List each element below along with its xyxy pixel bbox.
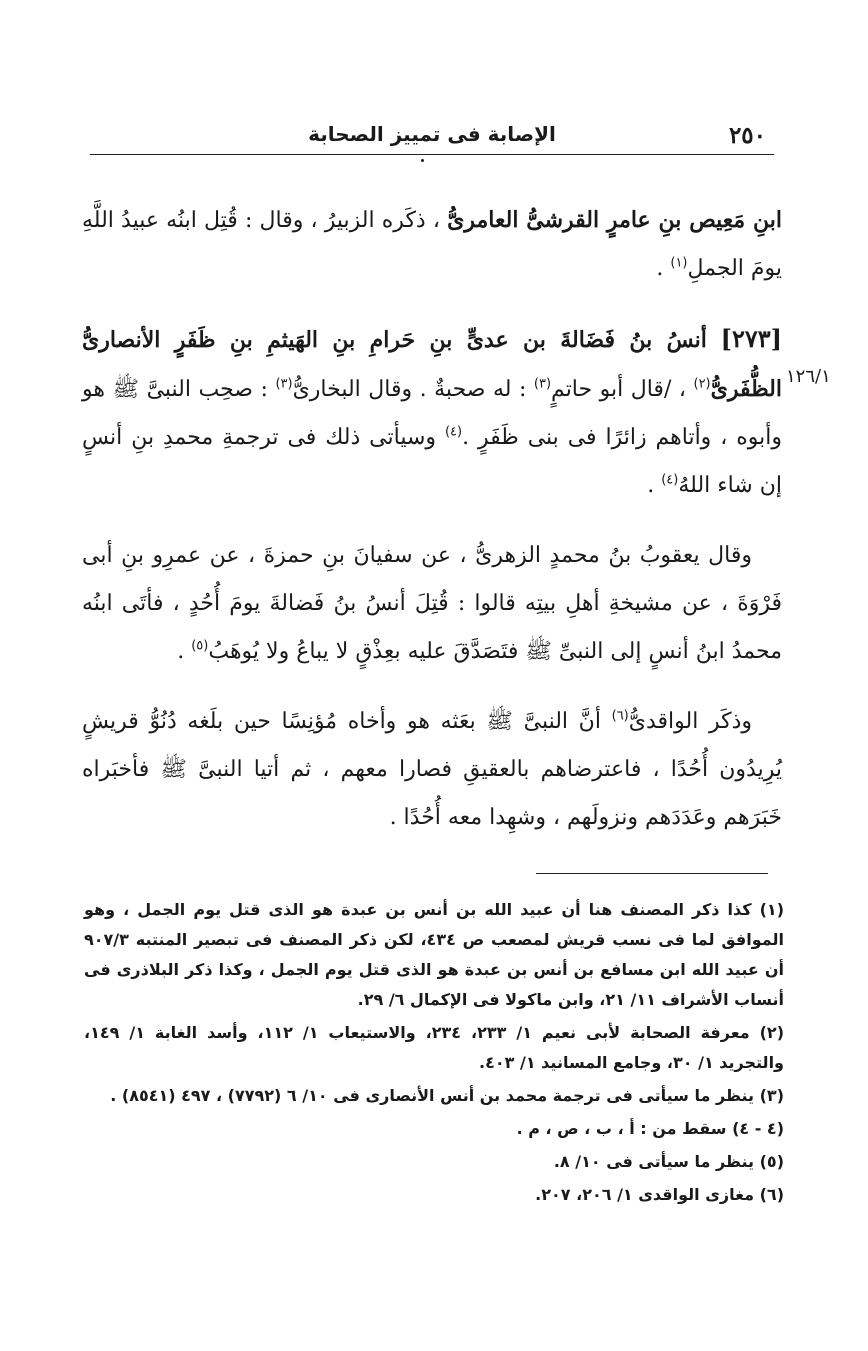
paragraph-yaqub-end: . bbox=[177, 639, 185, 664]
entry-end: . bbox=[647, 473, 655, 498]
entry-273 bbox=[82, 315, 782, 510]
entry-text-4: وسيأتى ذلك فى ترجمةِ محمدِ بنِ أنسٍ إن شاء اللهُ bbox=[82, 425, 782, 498]
paragraph-waqidi-text-2: أنَّ النبىَّ ﷺ بعَثه هو وأخاه مُؤنِسًا حين بلَغه دُنُوُّ قريشٍ يُرِيدُون أُحُدًا ، فاعترضاهم بالعقيقِ فصارا معهم ، ثم أتيا النبىَّ ﷺ فأخبَراه خَبَرَهم وعَدَدَهم ونزولَهم ، وشهِدا معه أُحُدًا . bbox=[82, 709, 782, 830]
paragraph-yaqub-text: وقال يعقوبُ بنُ محمدٍ الزهرىُّ ، عن سفيانَ بنِ حمزةَ ، عن عمرِو بنِ أبى فَرْوَةَ ، عن مشيخةِ أهلِ بيتِه قالوا : قُتِلَ أنسُ بنُ فَضالةَ يومَ أُحُدٍ ، فأتَى ابنُه محمدُ ابنُ أنسٍ إلى النبىِّ ﷺ فتَصَدَّقَ عليه بعِذْقٍ لا يباعُ ولا يُوهَبُ bbox=[82, 543, 782, 664]
margin-manuscript-reference: ١٢٦/١ bbox=[786, 366, 831, 387]
footnote-ref-3b: (٣) bbox=[275, 376, 293, 392]
entry-title: أنسُ بنُ فَضَالةَ بن عدىٍّ بنِ حَرامِ بنِ الهَيثمِ بنِ ظَفَرٍ الأنصارىُّ الظُّفَرىُّ bbox=[82, 327, 782, 402]
running-title: الإصابة فى تمييز الصحابة bbox=[308, 122, 556, 146]
footnote-ref-4-open: (٤) bbox=[444, 424, 463, 440]
footnote-ref-3: (٣) bbox=[533, 376, 552, 392]
continuation-end: . bbox=[656, 256, 664, 281]
entry-text-3: : صحِب النبىَّ ﷺ هو وأبوه ، وأتاهم زائرًا فى بنى ظَفَرٍ . bbox=[82, 377, 782, 450]
entry-text-1: ، /قال أبو حاتمٍ bbox=[551, 377, 686, 402]
entry-number: [٢٧٣] bbox=[720, 324, 782, 353]
paragraph-waqidi bbox=[82, 698, 782, 842]
footnote-1: (١) كذا ذكر المصنف هنا أن عبيد الله بن أنس بن عبدة هو الذى قتل يوم الجمل ، وهو الموافق لما فى نسب قريش لمصعب ص ٤٣٤، لكن ذكر المصنف فى تبصير المنتبه ٩٠٧/٣ أن عبيد الله ابن مسافع بن أنس بن عبدة هو الذى قتل يوم الجمل ، وكذا ذكر البلاذرى فى أنساب الأشراف ١١/ ٢١، وابن ماكولا فى الإكمال ٦/ ٢٩. bbox=[84, 900, 784, 1009]
footnote-6: (٦) مغازى الواقدى ١/ ٢٠٦، ٢٠٧. bbox=[535, 1185, 784, 1204]
header-ornament-dot bbox=[421, 159, 424, 162]
footnote-ref-1: (١) bbox=[670, 255, 688, 271]
continuation-paragraph bbox=[82, 196, 782, 293]
entry-text-2: : له صحبةٌ . وقال البخارىُّ bbox=[292, 377, 527, 402]
footnote-4: (٤ - ٤) سقط من : أ ، ب ، ص ، م . bbox=[516, 1119, 784, 1138]
footnote-separator bbox=[536, 873, 768, 874]
page-header bbox=[92, 120, 772, 154]
footnote-ref-5: (٥) bbox=[191, 638, 209, 654]
footnote-3: (٣) ينظر ما سيأتى فى ترجمة محمد بن أنس الأنصارى فى ١٠/ ٦ (٧٧٩٢) ، ٤٩٧ (٨٥٤١) . bbox=[110, 1086, 784, 1105]
footnote-ref-6: (٦) bbox=[611, 708, 629, 724]
continued-name: ابنِ مَعِيص بنِ عامرٍ القرشىُّ العامرىُّ bbox=[447, 207, 782, 233]
main-text bbox=[82, 196, 782, 864]
footnote-5: (٥) ينظر ما سيأتى فى ١٠/ ٨. bbox=[553, 1152, 784, 1171]
continuation-text: ، ذكَره الزبيرُ ، وقال : قُتِل ابنُه عبيدُ اللَّهِ يومَ الجملِ bbox=[82, 208, 782, 281]
footnote-2: (٢) معرفة الصحابة لأبى نعيم ١/ ٢٣٣، ٢٣٤، والاستيعاب ١/ ١١٢، وأسد الغابة ١/ ١٤٩، والتجريد ١/ ٣٠، وجامع المسانيد ١/ ٤٠٣. bbox=[84, 1023, 784, 1072]
paragraph-waqidi-text-1: وذكَر الواقدىُّ bbox=[628, 709, 753, 734]
footnotes bbox=[84, 895, 784, 1213]
paragraph-yaqub bbox=[82, 532, 782, 676]
footnote-ref-2: (٢) bbox=[693, 376, 711, 392]
footnote-ref-4-close: (٤) bbox=[661, 472, 679, 488]
page-number: ٢٥٠ bbox=[728, 122, 766, 149]
header-rule bbox=[90, 154, 774, 155]
